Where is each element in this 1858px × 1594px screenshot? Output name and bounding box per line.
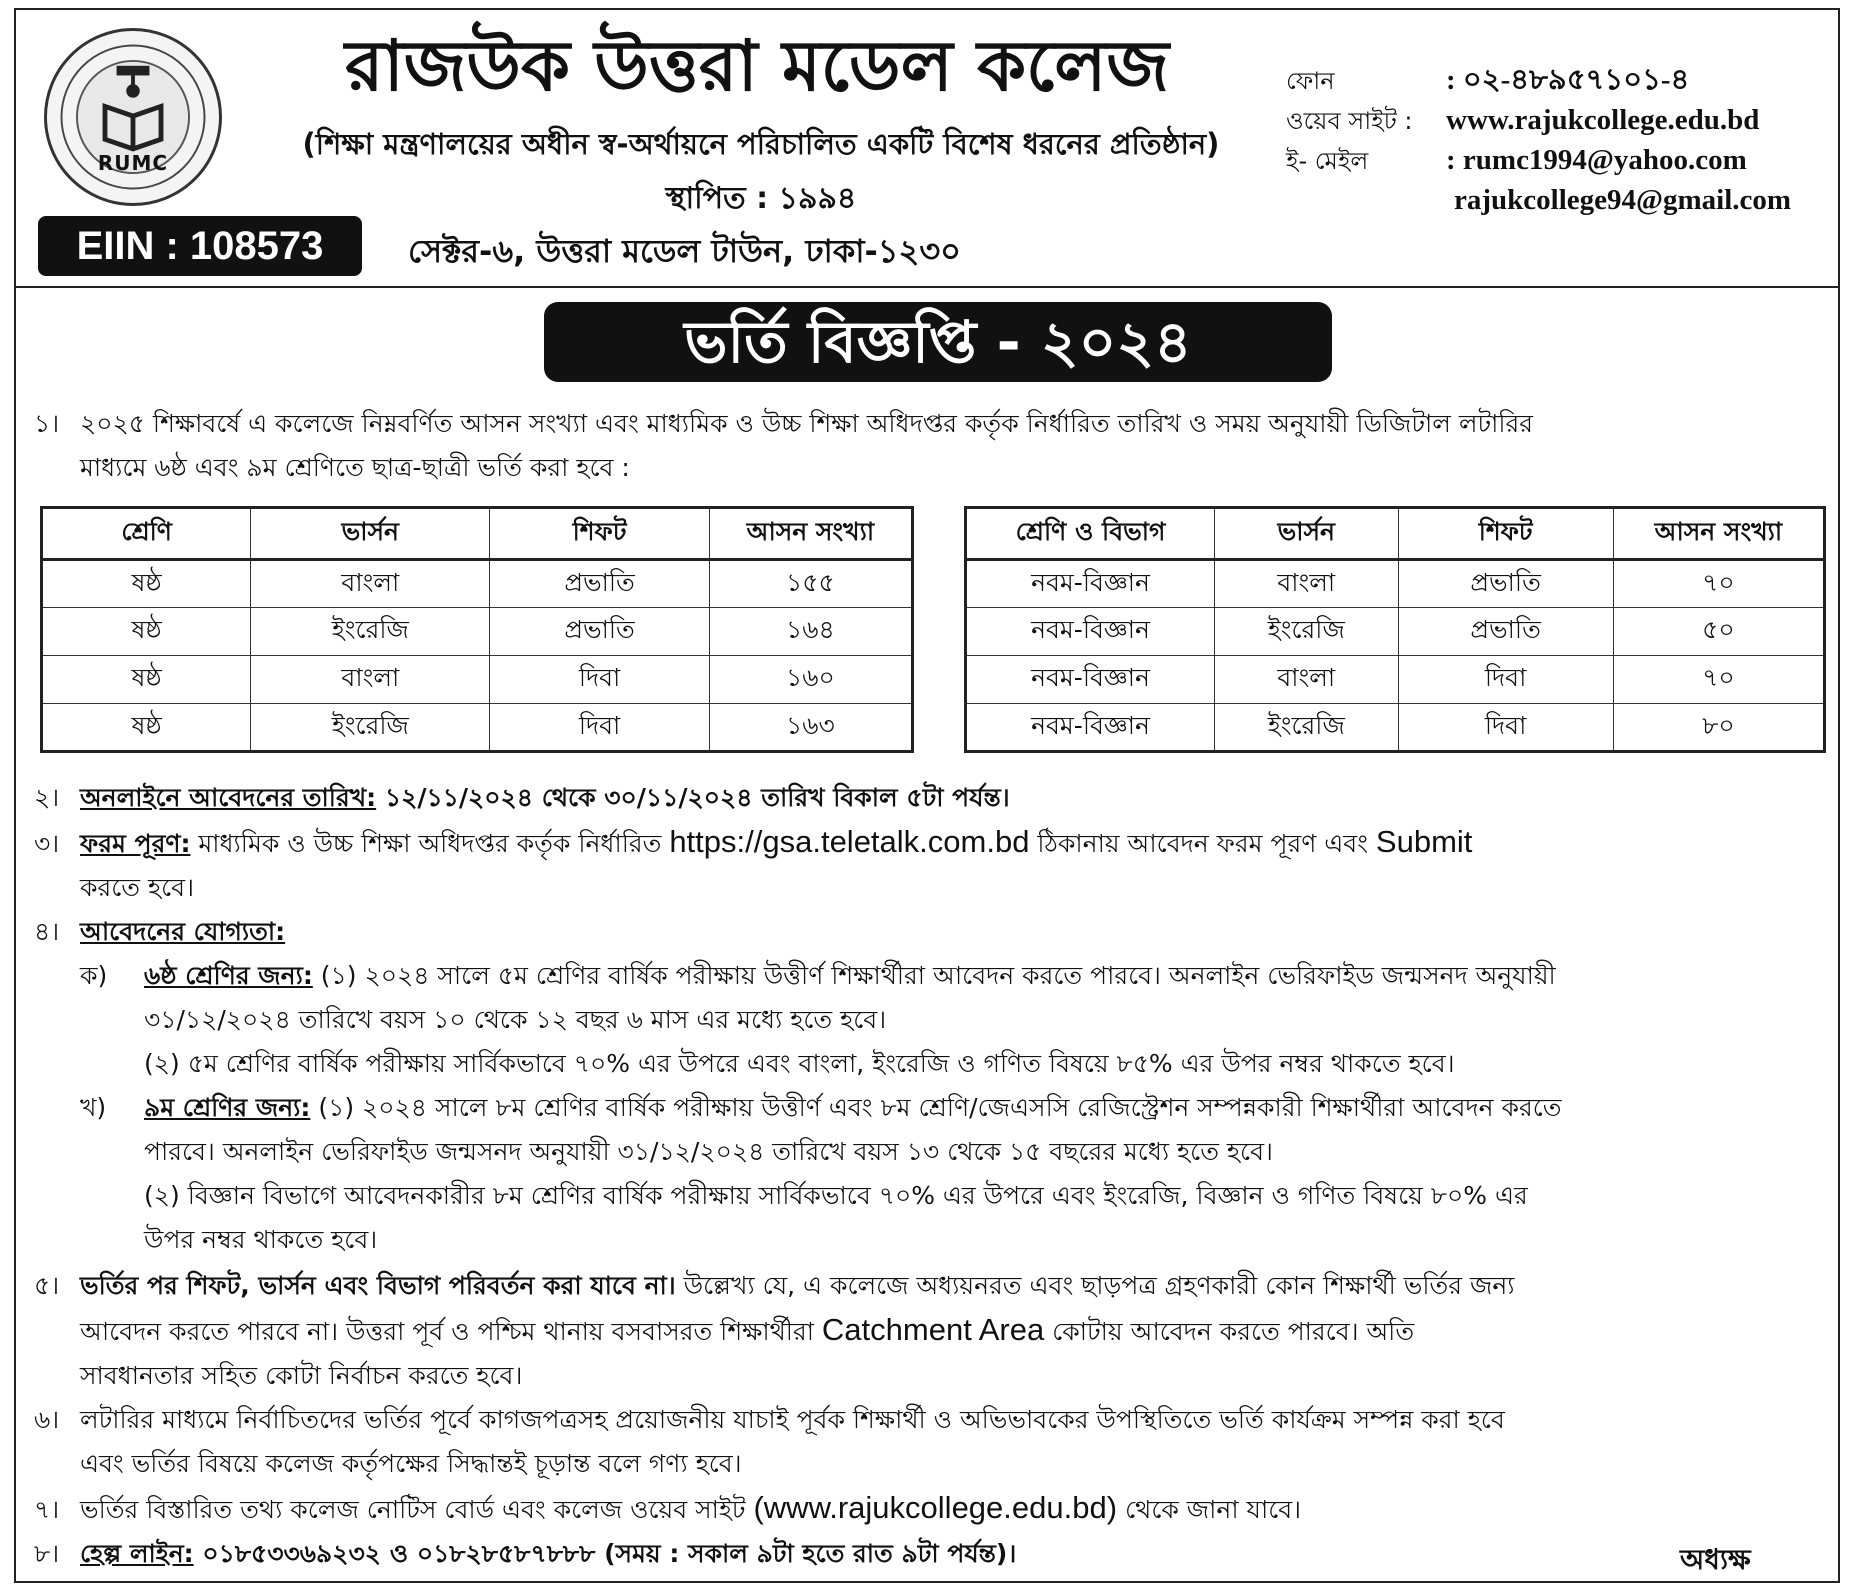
header-cell: ভার্সন [251, 508, 490, 560]
intro-paragraph [34, 402, 1834, 490]
table-row [42, 656, 913, 704]
item-number: ২। [34, 783, 60, 812]
table-cell: ইংরেজি [251, 608, 490, 656]
item-6-line-2: এবং ভর্তির বিষয়ে কলেজ কর্তৃপক্ষের সিদ্ধান্তই চূড়ান্ত বলে গণ্য হবে। [80, 1449, 742, 1478]
item-7 [34, 1486, 1834, 1532]
table-cell: দিবা [1398, 704, 1613, 752]
table-cell: ৫০ [1613, 608, 1824, 656]
header-cell: আসন সংখ্যা [1613, 508, 1824, 560]
item-3-line-1 [34, 820, 1834, 866]
email-link-2[interactable]: rajukcollege94@gmail.com [1454, 184, 1792, 216]
phone-label: ফোন [1286, 67, 1335, 95]
table-cell: বাংলা [1215, 656, 1398, 704]
sub-label: ৯ম শ্রেণির জন্য: [144, 1093, 311, 1122]
table-cell: প্রভাতি [1398, 560, 1613, 608]
sub-text: (১) ২০২৪ সালে ৫ম শ্রেণির বার্ষিক পরীক্ষায় উত্তীর্ণ শিক্ষার্থীরা আবেদন করতে পারবে। অনলাইন ভেরিফাইড জন্মসনদ অনুযায়ী [312, 961, 1556, 990]
table-row [966, 656, 1825, 704]
table-cell: নবম-বিজ্ঞান [966, 656, 1215, 704]
notice-title: ভর্তি বিজ্ঞপ্তি - ২০২৪ [544, 302, 1332, 382]
sub-marker: ক) [80, 961, 108, 990]
item-number: ৫। [34, 1271, 60, 1300]
item-bold-text: ভর্তির পর শিফট, ভার্সন এবং বিভাগ পরিবর্তন করা যাবে না। [80, 1271, 676, 1300]
item-number: ৬। [34, 1405, 60, 1434]
item-number: ৮। [34, 1539, 60, 1568]
item-label: হেল্প লাইন: [80, 1539, 194, 1568]
item-number: ৪। [34, 917, 60, 946]
table-cell: ১৬৩ [709, 704, 912, 752]
header-cell: শিফট [1398, 508, 1613, 560]
item-number: ৭। [34, 1495, 60, 1524]
table-header-row [966, 508, 1825, 560]
table-cell: বাংলা [251, 656, 490, 704]
item-text: আবেদন করতে পারবে না। উত্তরা পূর্ব ও পশ্চিম থানায় বসবাসরত শিক্ষার্থীরা [80, 1317, 822, 1346]
item-4-a-line-2: ৩১/১২/২০২৪ তারিখে বয়স ১০ থেকে ১২ বছর ৬ মাস এর মধ্যে হতে হবে। [144, 1005, 887, 1034]
table-cell: দিবা [490, 704, 709, 752]
item-label: ফরম পূরণ: [80, 829, 191, 858]
header-cell: শ্রেণি ও বিভাগ [966, 508, 1215, 560]
email-label: ই- মেইল [1286, 147, 1369, 175]
table-cell: ইংরেজি [251, 704, 490, 752]
helpline-text: ০১৮৫৩৩৬৯২৩২ ও ০১৮২৮৫৮৭৮৮৮ (সময় : সকাল ৯টা হতে রাত ৯টা পর্যন্ত)। [193, 1539, 1017, 1568]
table-cell: দিবা [1398, 656, 1613, 704]
item-text: ভর্তির বিস্তারিত তথ্য কলেজ নোটিস বোর্ড এবং কলেজ ওয়েব সাইট [80, 1495, 754, 1524]
established-year: স্থাপিত : ১৯৯৪ [665, 181, 857, 216]
logo-text: RUMC [97, 151, 169, 175]
table-cell: ৭০ [1613, 656, 1824, 704]
table-cell: ষষ্ঠ [42, 656, 251, 704]
seat-table-class-6 [40, 506, 914, 753]
contact-phone [1286, 60, 1791, 100]
table-header-row [42, 508, 913, 560]
sub-text: (১) ২০২৪ সালে ৮ম শ্রেণির বার্ষিক পরীক্ষায় উত্তীর্ণ এবং ৮ম শ্রেণি/জেএসসি রেজিস্ট্রেশন সম্পন্নকারী শিক্ষার্থীরা আবেদন করতে [310, 1093, 1562, 1122]
submit-text: Submit [1375, 824, 1473, 859]
table-cell: ১৬০ [709, 656, 912, 704]
table-cell: প্রভাতি [490, 608, 709, 656]
table-cell: ১৫৫ [709, 560, 912, 608]
contact-website [1286, 100, 1791, 140]
item-text: থেকে জানা যাবে। [1117, 1495, 1302, 1524]
website-link[interactable]: www.rajukcollege.edu.bd [1446, 104, 1760, 136]
table-cell: ষষ্ঠ [42, 704, 251, 752]
college-subtitle: (শিক্ষা মন্ত্রণালয়ের অধীন স্ব-অর্থায়নে পরিচালিত একটি বিশেষ ধরনের প্রতিষ্ঠান) [302, 127, 1220, 161]
item-3-line-2: করতে হবে। [80, 873, 195, 902]
item-text: মাধ্যমিক ও উচ্চ শিক্ষা অধিদপ্তর কর্তৃক নির্ধারিত [190, 829, 670, 858]
email-link-1[interactable]: : rumc1994@yahoo.com [1446, 144, 1747, 176]
item-text: ১২/১১/২০২৪ থেকে ৩০/১১/২০২৪ তারিখ বিকাল ৫টা পর্যন্ত। [376, 783, 1010, 812]
teletalk-link[interactable]: https://gsa.teletalk.com.bd [669, 824, 1030, 859]
item-6-line-1 [34, 1398, 1834, 1442]
header [16, 10, 1838, 288]
principal-signature: অধ্যক্ষ [1680, 1543, 1751, 1576]
sub-marker: খ) [80, 1093, 107, 1122]
book-emblem-icon [47, 31, 219, 203]
item-number: ১। [34, 409, 60, 438]
table-cell: দিবা [490, 656, 709, 704]
item-label: আবেদনের যোগ্যতা: [80, 917, 286, 946]
college-website-link[interactable]: (www.rajukcollege.edu.bd) [753, 1490, 1118, 1525]
item-5-line-1 [34, 1264, 1834, 1308]
seat-table-class-9 [964, 506, 1826, 753]
table-cell: নবম-বিজ্ঞান [966, 608, 1215, 656]
item-5-line-2 [34, 1308, 1834, 1354]
table-cell: ষষ্ঠ [42, 560, 251, 608]
item-number: ৩। [34, 829, 60, 858]
contact-email-2 [1286, 180, 1791, 220]
header-cell: শ্রেণি [42, 508, 251, 560]
college-address: সেক্টর-৬, উত্তরা মডেল টাউন, ঢাকা-১২৩০ [408, 232, 961, 270]
header-cell: শিফট [490, 508, 709, 560]
table-cell: ষষ্ঠ [42, 608, 251, 656]
table-cell: নবম-বিজ্ঞান [966, 560, 1215, 608]
college-name: রাজউক উত্তরা মডেল কলেজ [345, 25, 1169, 107]
item-3 [34, 820, 1834, 910]
table-cell: ইংরেজি [1215, 608, 1398, 656]
item-text: উল্লেখ্য যে, এ কলেজে অধ্যয়নরত এবং ছাড়পত্র গ্রহণকারী কোন শিক্ষার্থী ভর্তির জন্য [675, 1271, 1515, 1300]
table-cell: প্রভাতি [1398, 608, 1613, 656]
table-cell: ৮০ [1613, 704, 1824, 752]
item-8 [34, 1532, 1634, 1576]
item-label: অনলাইনে আবেদনের তারিখ: [80, 783, 377, 812]
college-logo [44, 28, 222, 206]
catchment-text: Catchment Area [821, 1312, 1045, 1347]
table-row [966, 560, 1825, 608]
contact-block [1286, 60, 1791, 220]
table-row [966, 608, 1825, 656]
item-4-a-line-3: (২) ৫ম শ্রেণির বার্ষিক পরীক্ষায় সার্বিকভাবে ৭০% এর উপরে এবং বাংলা, ইংরেজি ও গণিত বিষয়ে ৮৫% এর উপর নম্বর থাকতে হবে। [144, 1049, 1455, 1078]
table-row [42, 608, 913, 656]
item-4-b [80, 1086, 1840, 1262]
intro-line-1 [34, 402, 1834, 446]
item-text: ঠিকানায় আবেদন ফরম পূরণ এবং [1029, 829, 1376, 858]
intro-text-1: ২০২৫ শিক্ষাবর্ষে এ কলেজে নিম্নবর্ণিত আসন সংখ্যা এবং মাধ্যমিক ও উচ্চ শিক্ষা অধিদপ্তর কর্তৃক নির্ধারিত তারিখ ও সময় অনুযায়ী ডিজিটাল লটারির [80, 409, 1533, 438]
item-5-line-3: সাবধানতার সহিত কোটা নির্বাচন করতে হবে। [80, 1361, 523, 1390]
item-6 [34, 1398, 1834, 1486]
item-4-b-line-4: উপর নম্বর থাকতে হবে। [144, 1225, 378, 1254]
website-label: ওয়েব সাইট : [1286, 107, 1413, 135]
table-cell: ৭০ [1613, 560, 1824, 608]
table-row [966, 704, 1825, 752]
phone-value: : ০২-৪৮৯৫৭১০১-৪ [1446, 64, 1690, 96]
notice-frame [14, 8, 1840, 1583]
table-cell: প্রভাতি [490, 560, 709, 608]
item-text: লটারির মাধ্যমে নির্বাচিতদের ভর্তির পূর্বে কাগজপত্রসহ প্রয়োজনীয় যাচাই পূর্বক শিক্ষার্থী ও অভিভাবকের উপস্থিতিতে ভর্তি কার্যক্রম সম্পন্ন করা হবে [80, 1405, 1505, 1434]
header-cell: ভার্সন [1215, 508, 1398, 560]
item-2 [34, 776, 1834, 820]
table-cell: ইংরেজি [1215, 704, 1398, 752]
table-cell: নবম-বিজ্ঞান [966, 704, 1215, 752]
table-row [42, 704, 913, 752]
item-4-b-line-3: (২) বিজ্ঞান বিভাগে আবেদনকারীর ৮ম শ্রেণির বার্ষিক পরীক্ষায় সার্বিকভাবে ৭০% এর উপরে এবং ইংরেজি, বিজ্ঞান ও গণিত বিষয়ে ৮০% এর [144, 1181, 1528, 1210]
contact-email [1286, 140, 1791, 180]
item-4-a-line-1 [80, 954, 1840, 998]
intro-line-2: মাধ্যমে ৬ষ্ঠ এবং ৯ম শ্রেণিতে ছাত্র-ছাত্রী ভর্তি করা হবে : [80, 453, 630, 482]
header-cell: আসন সংখ্যা [709, 508, 912, 560]
sub-label: ৬ষ্ঠ শ্রেণির জন্য: [144, 961, 313, 990]
table-cell: ১৬৪ [709, 608, 912, 656]
table-row [42, 560, 913, 608]
item-5 [34, 1264, 1834, 1398]
item-4-b-line-2: পারবে। অনলাইন ভেরিফাইড জন্মসনদ অনুযায়ী ৩১/১২/২০২৪ তারিখে বয়স ১৩ থেকে ১৫ বছরের মধ্যে হতে হবে। [144, 1137, 1273, 1166]
item-4 [34, 910, 1834, 954]
eiin-badge: EIIN : 108573 [38, 216, 362, 276]
item-text: কোটায় আবেদন করতে পারবে। অতি [1044, 1317, 1415, 1346]
table-cell: বাংলা [251, 560, 490, 608]
table-cell: বাংলা [1215, 560, 1398, 608]
item-4-b-line-1 [80, 1086, 1840, 1130]
item-4-a [80, 954, 1840, 1086]
